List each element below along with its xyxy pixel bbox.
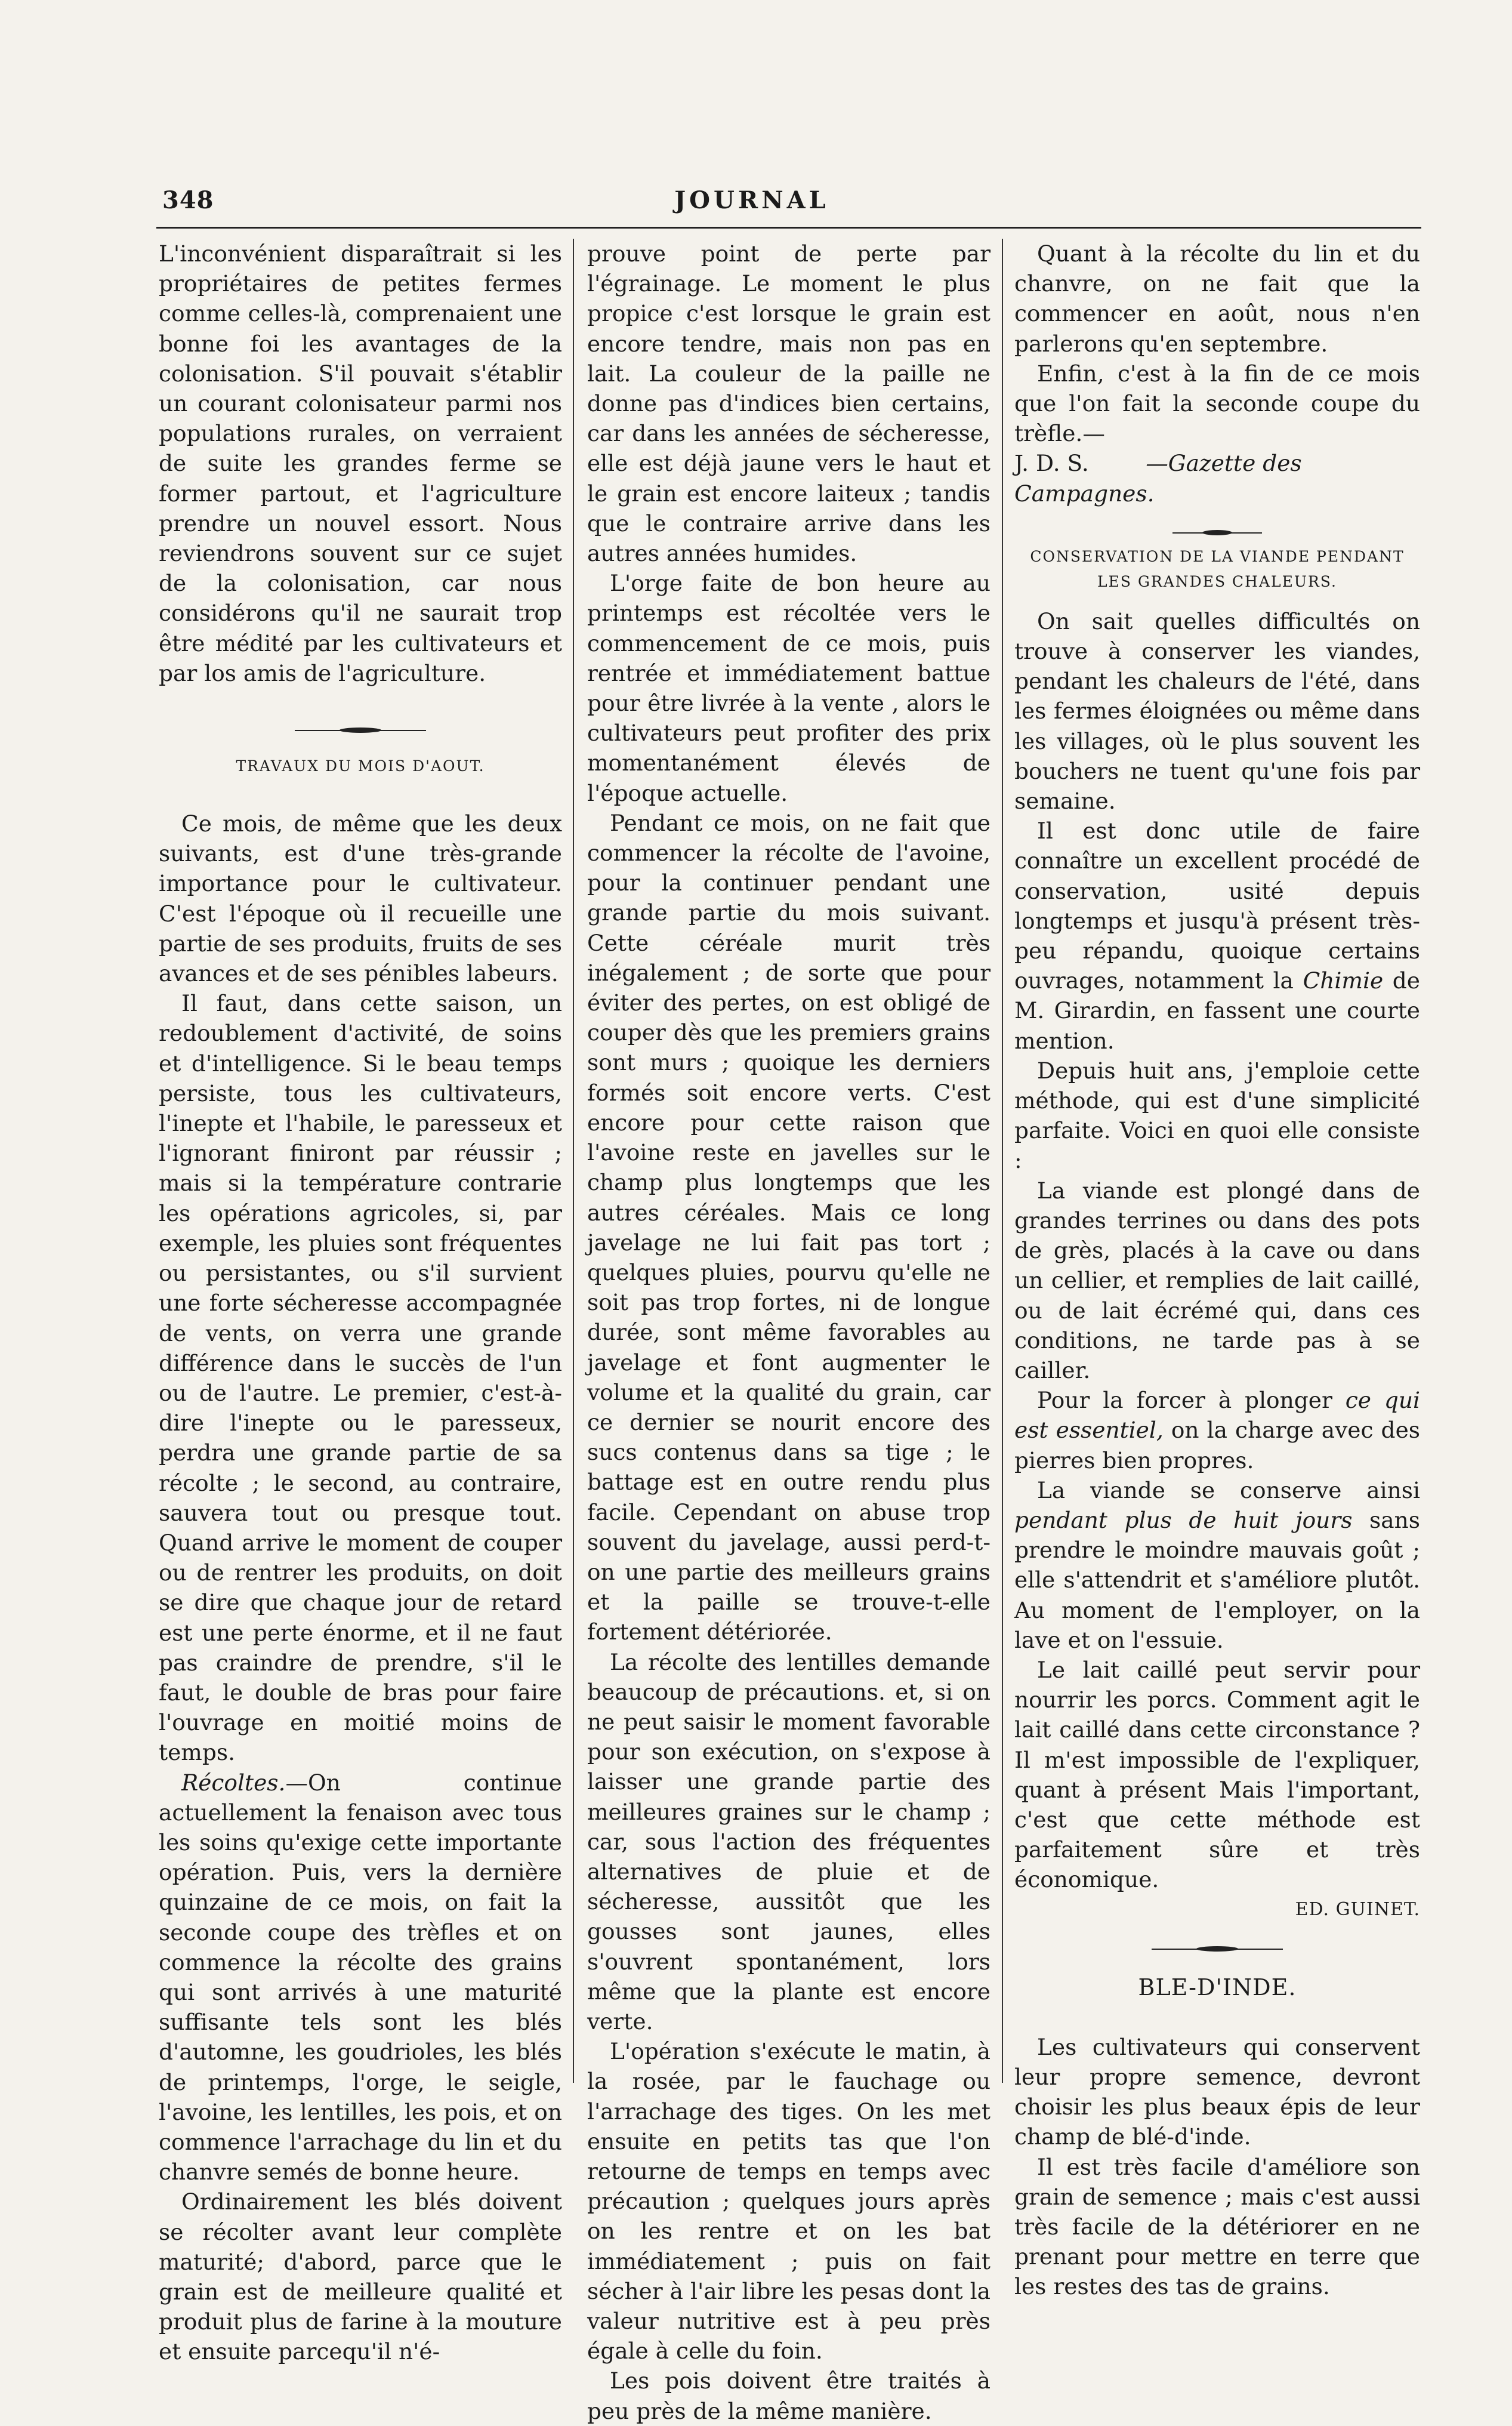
column-divider <box>573 239 574 2083</box>
paragraph: L'orge faite de bon heure au printemps est récoltée vers le commencement de ce mois, puis rentrée et immédiatement battue pour être livrée à la vente , alors le cultivateurs peut profiter des prix momentanément élevés de l'époque actuelle. <box>587 570 990 806</box>
paragraph-label: Récoltes. <box>181 1769 286 1796</box>
article-credit: J. D. S. —Gazette des Campagnes. <box>1014 450 1302 507</box>
paragraph: On sait quelles difficultés on trouve à conserver les viandes, pendant les chaleurs de l'été, dans les fermes éloignées ou même dans les villages, où le plus souvent les bouchers ne tuent qu'une fois par semaine. <box>1014 608 1420 815</box>
middle-column <box>587 239 990 2424</box>
right-column <box>1014 239 1421 2300</box>
section-title: BLE-D'INDE. <box>1138 1974 1297 2000</box>
author-signature: ED. GUINET. <box>1295 1898 1420 1920</box>
paragraph: Il faut, dans cette saison, un redoublement d'activité, de soins et d'intelligence. Si le beau temps persiste, tous les cultivateurs, l'inepte et l'habile, le paresseux et l'ignorant finiront par réussir ; mais si la température contrarie les opérations agricoles, si, par exemple, les pluies sont fréquentes ou persistantes, ou s'il survient une forte sécheresse accompagnée de vents, on verra une grande différence dans le succès de l'un ou de l'autre. Le premier, c'est-à-dire l'inepte ou le paresseux, perdra une grande partie de sa récolte ; le second, au contraire, sauvera tout ou presque tout. Quand arrive le moment de couper ou de rentrer les produits, on doit se dire que chaque jour de retard est une perte énorme, et il ne faut pas craindre de prendre, s'il le faut, le double de bras pour faire l'ouvrage en moitié moins de temps. <box>159 990 562 1766</box>
paragraph: Pendant ce mois, on ne fait que commencer la récolte de l'avoine, pour la continuer pendant une grande partie du mois suivant. Cette céréale murit très inégalement ; de sorte que pour éviter des pertes, on est obligé de couper dès que les premiers grains sont murs ; quoique les derniers formés soit encore verts. C'est encore pour cette raison que l'avoine reste en javelles sur le champ plus longtemps que les autres céréales. Mais ce long javelage ne lui fait pas tort ; quelques pluies, pourvu qu'elle ne soit pas trop fortes, ni de longue durée, sont même favorables au javelage et font augmenter le volume et la qualité du grain, car ce dernier se nourit encore des sucs contenus dans sa tige ; le battage est en outre rendu plus facile. Cependant on abuse trop souvent du javelage, aussi perd-t-on une partie des meilleurs grains et la paille se trouve-t-elle fortement détériorée. <box>587 809 990 1645</box>
paragraph: La viande se conserve ainsi pendant plus de huit jours sans prendre le moindre mauvais goût ; elle s'attendrit et s'améliore plutôt. Au moment de l'employer, on la lave et on l'essuie. <box>1014 1476 1420 1653</box>
paragraph: La viande est plongé dans de grandes terrines ou dans des pots de grès, placés à la cave ou dans un cellier, et remplies de lait caillé, ou de lait écrémé qui, dans ces conditions, ne tarde pas à se cailler. <box>1014 1177 1420 1383</box>
section-title: TRAVAUX DU MOIS D'AOUT. <box>236 757 485 775</box>
section-ornament <box>1014 1937 1420 1960</box>
paragraph: Récoltes.—On continue actuellement la fenaison avec tous les soins qu'exige cette importante opération. Puis, vers la dernière quinzaine de ce mois, on fait la seconde coupe des trèfles et on commence la récolte des grains qui sont arrivés à une maturité suffisante tels sont les blés d'automne, les goudrioles, les blés de printemps, l'orge, le seigle, l'avoine, les lentilles, les pois, et on commence l'arrachage du lin et du chanvre semés de bonne heure. <box>159 1769 562 2185</box>
paragraph: Ordinairement les blés doivent se récolter avant leur complète maturité; d'abord, parce que le grain est de meilleure qualité et produit plus de farine à la mouture et ensuite parcequ'il n'é- <box>159 2188 562 2365</box>
paragraph: Les cultivateurs qui conservent leur propre semence, devront choisir les plus beaux épis de leur champ de blé-d'inde. <box>1014 2033 1420 2150</box>
paragraph: Depuis huit ans, j'emploie cette méthode, qui est d'une simplicité parfaite. Voici en quoi elle consiste : <box>1014 1057 1420 1174</box>
page-number: 348 <box>162 186 214 214</box>
paragraph: Il est donc utile de faire connaître un excellent procédé de conservation, usité depuis longtemps et jusqu'à présent très-peu répandu, quoique certains ouvrages, notamment la Chimie de M. Girardin, en fassent une courte mention. <box>1014 818 1421 1054</box>
paragraph: L'opération s'exécute le matin, à la rosée, par le fauchage ou l'arrachage des tiges. On les met ensuite en petits tas que l'on retourne de temps en temps avec précaution ; quelques jours après on les rentre et on les bat immédiatement ; puis on fait sécher à l'air libre les pesas dont la valeur nutritive est à peu près égale à celle du foin. <box>587 2038 990 2365</box>
header-rule <box>156 227 1421 229</box>
left-column <box>159 239 562 2365</box>
paragraph: Quant à la récolte du lin et du chanvre, on ne fait que la commencer en août, nous n'en parlerons qu'en septembre. <box>1014 241 1420 357</box>
paragraph: Il est très facile d'améliore son grain de semence ; mais c'est aussi très facile de la détériorer en ne prenant pour mettre en terre que les restes des tas de grains. <box>1014 2153 1420 2300</box>
paragraph: Ce mois, de même que les deux suivants, est d'une très-grande importance pour le cultivateur. C'est l'époque où il recueille une partie de ses produits, fruits de ses avances et de ses pénibles labeurs. <box>159 810 562 987</box>
paragraph: Pour la forcer à plonger ce qui est essentiel, on la charge avec des pierres bien propres. <box>1014 1387 1421 1474</box>
section-ornament <box>1014 520 1420 544</box>
paragraph: Enfin, c'est à la fin de ce mois que l'on fait la seconde coupe du trèfle.— <box>1014 360 1420 447</box>
section-ornament <box>159 718 562 742</box>
column-divider <box>1002 239 1003 2083</box>
running-title: JOURNAL <box>674 186 829 214</box>
section-title: CONSERVATION DE LA VIANDE PENDANT LES GRANDES CHALEURS. <box>1030 547 1405 590</box>
paragraph: L'inconvénient disparaîtrait si les propriétaires de petites fermes comme celles-là, comprenaient une bonne foi les avantages de la colonisation. S'il pouvait s'établir un courant colonisateur parmi nos populations rurales, on verraient de suite les grandes ferme se former partout, et l'agriculture prendre un nouvel essort. Nous reviendrons souvent sur ce sujet de la colonisation, car nous considérons qu'il ne saurait trop être médité par les cultivateurs et par los amis de l'agriculture. <box>159 241 562 686</box>
paragraph: Les pois doivent être traités à peu près de la même manière. <box>587 2368 990 2424</box>
paragraph: La récolte des lentilles demande beaucoup de précautions. et, si on ne peut saisir le moment favorable pour son exécution, on s'expose à laisser une grande partie des meilleures graines sur le champ ; car, sous l'action des fréquentes alternatives de pluie et de sécheresse, aussitôt que les gousses sont jaunes, elles s'ouvrent spontanément, lors même que la plante est encore verte. <box>587 1648 990 2034</box>
paragraph: prouve point de perte par l'égrainage. Le moment le plus propice c'est lorsque le grain est encore tendre, mais non pas en lait. La couleur de la paille ne donne pas d'indices bien certains, car dans les années de sécheresse, elle est déjà jaune vers le haut et le grain est encore laiteux ; tandis que le contraire arrive dans les autres années humides. <box>587 241 990 567</box>
paragraph: Le lait caillé peut servir pour nourrir les porcs. Comment agit le lait caillé dans cette circonstance ? Il m'est impossible de l'expliquer, quant à présent Mais l'important, c'est que cette méthode est parfaitement sûre et très économique. <box>1014 1656 1420 1893</box>
